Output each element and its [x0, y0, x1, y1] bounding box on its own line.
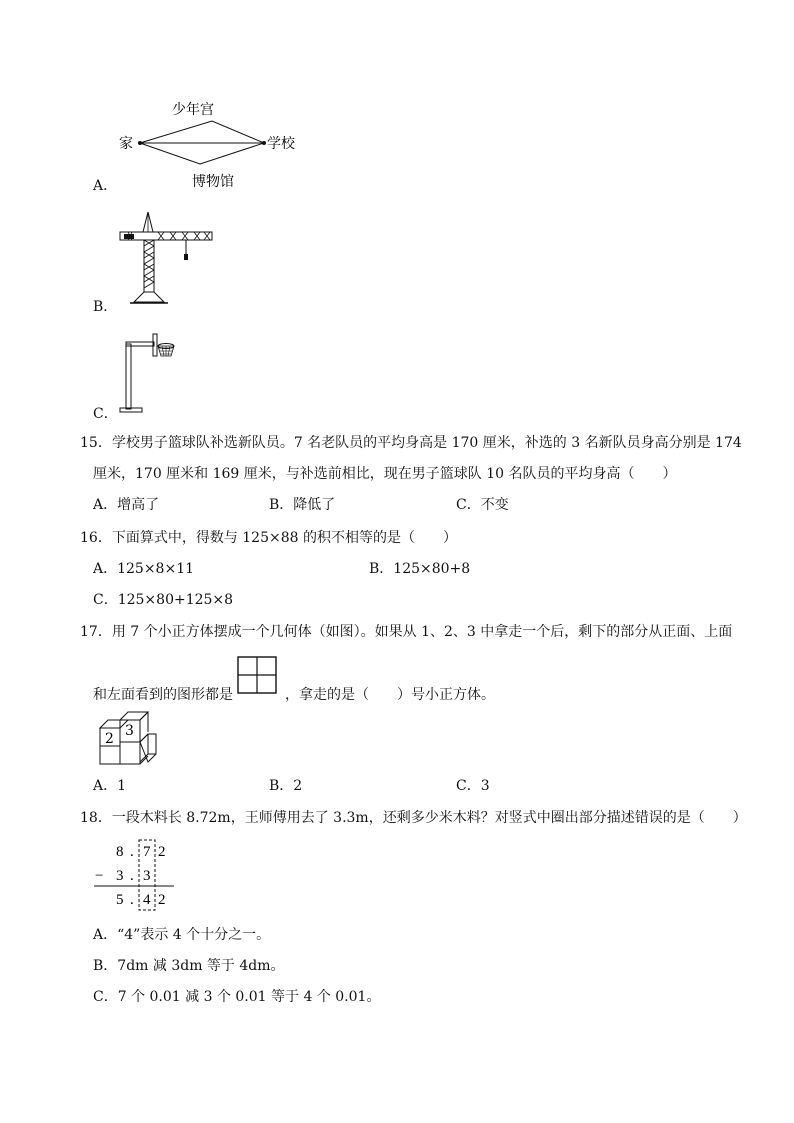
q17-stem-line2b: ，拿走的是（ ）号小正方体。 [285, 687, 495, 703]
digit-r2-dot: . [130, 868, 134, 884]
q18-option-c[interactable]: C．7 个 0.01 减 3 个 0.01 等于 4 个 0.01。 [93, 989, 381, 1005]
q17-option-c[interactable]: C．3 [456, 778, 490, 794]
place-label-right: 学校 [267, 136, 295, 152]
digit-r3-3: 2 [158, 892, 166, 908]
q16-option-a[interactable]: A．125×8×11 [93, 561, 195, 577]
q15-option-a[interactable]: A．增高了 [93, 497, 160, 513]
digit-r3-2: 4 [143, 892, 151, 908]
q18-option-a[interactable]: A．“4”表示 4 个十分之一。 [93, 927, 271, 943]
q14-option-c-letter[interactable]: C． [93, 406, 118, 422]
route-diagram [112, 96, 312, 192]
q14-option-c-hoop [118, 332, 188, 414]
digit-r1-2: 7 [143, 844, 151, 860]
minus-sign: − [95, 868, 104, 884]
digit-r3-dot: . [130, 892, 134, 908]
digit-r1-3: 2 [158, 844, 166, 860]
q16-option-c[interactable]: C．125×80+125×8 [93, 592, 234, 608]
q14-option-b-crane [118, 208, 218, 308]
q16-stem: 16．下面算式中，得数与 125×88 的积不相等的是（ ） [80, 530, 457, 546]
q17-option-a[interactable]: A．1 [93, 778, 127, 794]
q17-option-b[interactable]: B．2 [269, 778, 303, 794]
q15-stem-line2: 厘米，170 厘米和 169 厘米，与补选前相比，现在男子篮球队 10 名队员的平均身高（ ） [93, 466, 677, 482]
cube-stack-icon [96, 710, 160, 768]
q17-stem-line2a: 和左面看到的图形都是 [93, 687, 233, 703]
q18-option-b[interactable]: B．7dm 减 3dm 等于 4dm。 [93, 958, 285, 974]
q18-stem: 18．一段木料长 8.72m，王师傅用去了 3.3m，还剩多少米木料？对竖式中圈出部分描述错误的是（ ） [80, 810, 747, 826]
q17-view-figure [236, 655, 280, 695]
place-label-top: 少年宫 [172, 102, 214, 118]
digit-r3-1: 5 [116, 892, 124, 908]
digit-r2-2: 3 [143, 868, 151, 884]
q14-option-b-letter[interactable]: B． [93, 299, 118, 315]
q14-option-a-letter[interactable]: A． [93, 178, 118, 194]
place-label-bottom: 博物馆 [192, 174, 234, 190]
q15-stem-line1: 15．学校男子篮球队补选新队员。7 名老队员的平均身高是 170 厘米，补选的 3 名新队员身高分别是 174 [80, 435, 742, 451]
q15-option-c[interactable]: C．不变 [456, 497, 509, 513]
basketball-hoop-icon [118, 332, 188, 414]
q16-option-b[interactable]: B．125×80+8 [369, 561, 471, 577]
digit-r2-1: 3 [116, 868, 124, 884]
digit-r1-dot: . [130, 844, 134, 860]
vertical-calculation [92, 838, 192, 914]
q14-option-a-diagram [112, 96, 312, 192]
square-grid-icon [236, 655, 280, 695]
tower-crane-icon [118, 208, 218, 308]
cube-label-2: 2 [105, 731, 114, 747]
q18-vertical-subtraction [92, 838, 192, 914]
q17-cube-figure [96, 710, 160, 768]
cube-label-3: 3 [125, 723, 134, 739]
q15-option-b[interactable]: B．降低了 [269, 497, 336, 513]
place-label-left: 家 [119, 136, 133, 152]
q17-stem-line1: 17．用 7 个小正方体摆成一个几何体（如图）。如果从 1、2、3 中拿走一个后，剩下的部分从正面、上面 [80, 624, 733, 640]
digit-r1-1: 8 [116, 844, 124, 860]
